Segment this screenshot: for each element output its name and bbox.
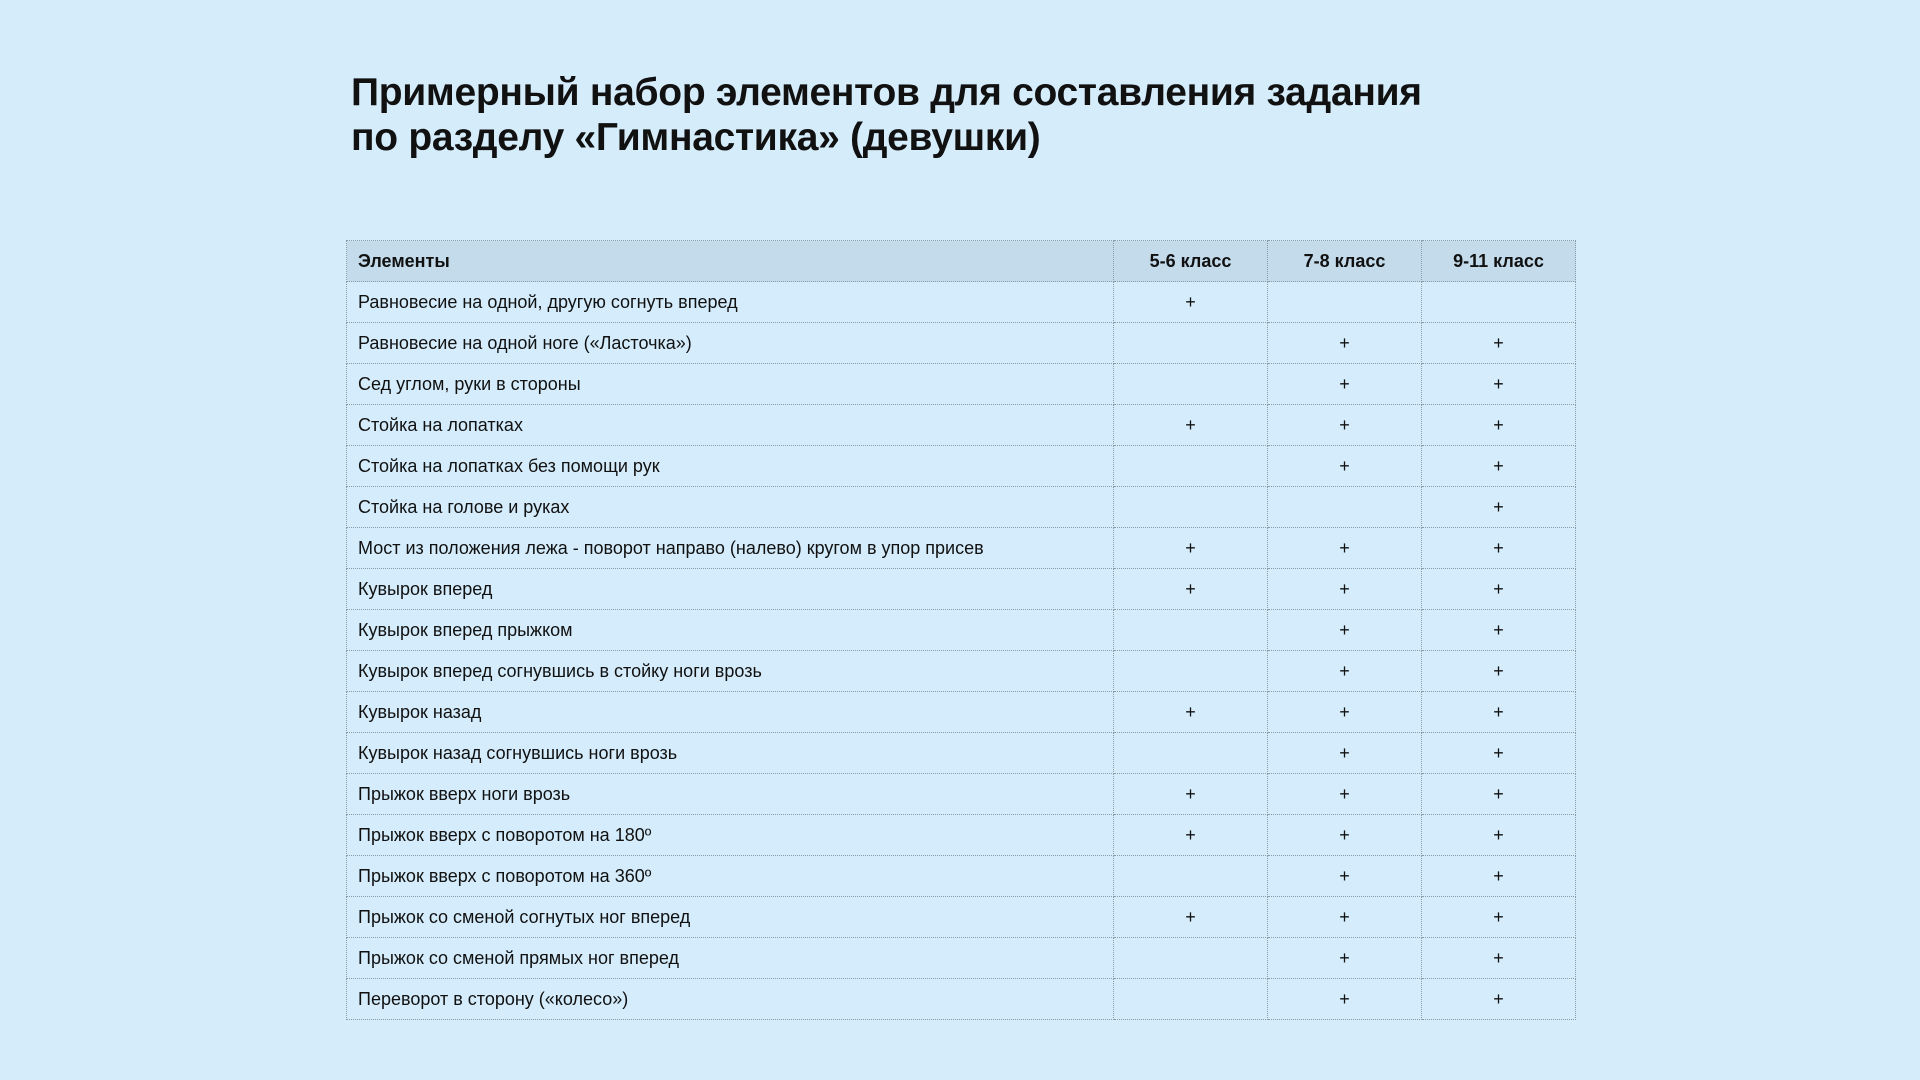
grade-mark-cell: + bbox=[1268, 569, 1422, 610]
element-name-cell: Прыжок вверх с поворотом на 180º bbox=[347, 815, 1114, 856]
grade-mark-cell: + bbox=[1114, 815, 1268, 856]
element-name-cell: Стойка на лопатках bbox=[347, 405, 1114, 446]
grade-mark-cell bbox=[1422, 282, 1576, 323]
element-name-cell: Мост из положения лежа - поворот направо (налево) кругом в упор присев bbox=[347, 528, 1114, 569]
title-line-1: Примерный набор элементов для составления задания bbox=[351, 71, 1422, 114]
element-name-cell: Прыжок со сменой согнутых ног вперед bbox=[347, 897, 1114, 938]
grade-mark-cell: + bbox=[1422, 733, 1576, 774]
table-header-row bbox=[347, 241, 1576, 282]
grade-mark-cell: + bbox=[1114, 692, 1268, 733]
grade-mark-cell: + bbox=[1114, 405, 1268, 446]
grade-mark-cell: + bbox=[1268, 323, 1422, 364]
table-row bbox=[347, 446, 1576, 487]
grade-mark-cell: + bbox=[1114, 282, 1268, 323]
table-row bbox=[347, 856, 1576, 897]
grade-mark-cell: + bbox=[1422, 979, 1576, 1020]
grade-mark-cell: + bbox=[1422, 897, 1576, 938]
element-name-cell: Равновесие на одной ноге («Ласточка») bbox=[347, 323, 1114, 364]
table-row bbox=[347, 528, 1576, 569]
element-name-cell: Сед углом, руки в стороны bbox=[347, 364, 1114, 405]
table-row bbox=[347, 692, 1576, 733]
grade-mark-cell: + bbox=[1268, 364, 1422, 405]
grade-mark-cell: + bbox=[1268, 405, 1422, 446]
table-row bbox=[347, 815, 1576, 856]
grade-mark-cell bbox=[1114, 487, 1268, 528]
table-row bbox=[347, 610, 1576, 651]
header-grade-5-6: 5-6 класс bbox=[1114, 241, 1268, 282]
grade-mark-cell bbox=[1114, 856, 1268, 897]
grade-mark-cell: + bbox=[1422, 569, 1576, 610]
table-row bbox=[347, 487, 1576, 528]
grade-mark-cell: + bbox=[1422, 528, 1576, 569]
grade-mark-cell: + bbox=[1268, 774, 1422, 815]
grade-mark-cell: + bbox=[1422, 446, 1576, 487]
element-name-cell: Кувырок назад согнувшись ноги врозь bbox=[347, 733, 1114, 774]
elements-table bbox=[346, 240, 1576, 1020]
element-name-cell: Стойка на лопатках без помощи рук bbox=[347, 446, 1114, 487]
element-name-cell: Прыжок вверх ноги врозь bbox=[347, 774, 1114, 815]
grade-mark-cell bbox=[1114, 938, 1268, 979]
grade-mark-cell: + bbox=[1422, 610, 1576, 651]
grade-mark-cell: + bbox=[1268, 733, 1422, 774]
grade-mark-cell: + bbox=[1268, 692, 1422, 733]
table-row bbox=[347, 979, 1576, 1020]
grade-mark-cell: + bbox=[1268, 897, 1422, 938]
grade-mark-cell: + bbox=[1422, 774, 1576, 815]
grade-mark-cell bbox=[1268, 282, 1422, 323]
element-name-cell: Кувырок вперед согнувшись в стойку ноги врозь bbox=[347, 651, 1114, 692]
grade-mark-cell: + bbox=[1422, 323, 1576, 364]
element-name-cell: Стойка на голове и руках bbox=[347, 487, 1114, 528]
table-row bbox=[347, 938, 1576, 979]
grade-mark-cell bbox=[1114, 446, 1268, 487]
grade-mark-cell bbox=[1114, 323, 1268, 364]
element-name-cell: Кувырок вперед прыжком bbox=[347, 610, 1114, 651]
element-name-cell: Равновесие на одной, другую согнуть вперед bbox=[347, 282, 1114, 323]
table-row bbox=[347, 774, 1576, 815]
table-row bbox=[347, 733, 1576, 774]
grade-mark-cell: + bbox=[1422, 856, 1576, 897]
grade-mark-cell: + bbox=[1268, 610, 1422, 651]
grade-mark-cell: + bbox=[1422, 692, 1576, 733]
grade-mark-cell bbox=[1268, 487, 1422, 528]
grade-mark-cell: + bbox=[1114, 528, 1268, 569]
grade-mark-cell bbox=[1114, 979, 1268, 1020]
grade-mark-cell: + bbox=[1268, 815, 1422, 856]
table-row bbox=[347, 651, 1576, 692]
header-elements: Элементы bbox=[347, 241, 1114, 282]
grade-mark-cell: + bbox=[1422, 651, 1576, 692]
table-row bbox=[347, 569, 1576, 610]
grade-mark-cell: + bbox=[1268, 651, 1422, 692]
grade-mark-cell bbox=[1114, 651, 1268, 692]
grade-mark-cell: + bbox=[1268, 446, 1422, 487]
element-name-cell: Прыжок вверх с поворотом на 360º bbox=[347, 856, 1114, 897]
element-name-cell: Переворот в сторону («колесо») bbox=[347, 979, 1114, 1020]
grade-mark-cell: + bbox=[1422, 487, 1576, 528]
grade-mark-cell bbox=[1114, 610, 1268, 651]
grade-mark-cell: + bbox=[1114, 569, 1268, 610]
element-name-cell: Кувырок назад bbox=[347, 692, 1114, 733]
grade-mark-cell bbox=[1114, 733, 1268, 774]
grade-mark-cell: + bbox=[1422, 405, 1576, 446]
element-name-cell: Прыжок со сменой прямых ног вперед bbox=[347, 938, 1114, 979]
header-grade-7-8: 7-8 класс bbox=[1268, 241, 1422, 282]
grade-mark-cell: + bbox=[1422, 364, 1576, 405]
grade-mark-cell: + bbox=[1268, 938, 1422, 979]
header-grade-9-11: 9-11 класс bbox=[1422, 241, 1576, 282]
grade-mark-cell: + bbox=[1268, 856, 1422, 897]
table-row bbox=[347, 405, 1576, 446]
table-row bbox=[347, 897, 1576, 938]
grade-mark-cell: + bbox=[1422, 815, 1576, 856]
grade-mark-cell: + bbox=[1422, 938, 1576, 979]
table-row bbox=[347, 364, 1576, 405]
title-line-2: по разделу «Гимнастика» (девушки) bbox=[351, 116, 1041, 159]
grade-mark-cell: + bbox=[1114, 774, 1268, 815]
grade-mark-cell: + bbox=[1268, 979, 1422, 1020]
page-title bbox=[351, 70, 1422, 160]
table-row bbox=[347, 323, 1576, 364]
table-row bbox=[347, 282, 1576, 323]
grade-mark-cell: + bbox=[1268, 528, 1422, 569]
grade-mark-cell bbox=[1114, 364, 1268, 405]
element-name-cell: Кувырок вперед bbox=[347, 569, 1114, 610]
grade-mark-cell: + bbox=[1114, 897, 1268, 938]
